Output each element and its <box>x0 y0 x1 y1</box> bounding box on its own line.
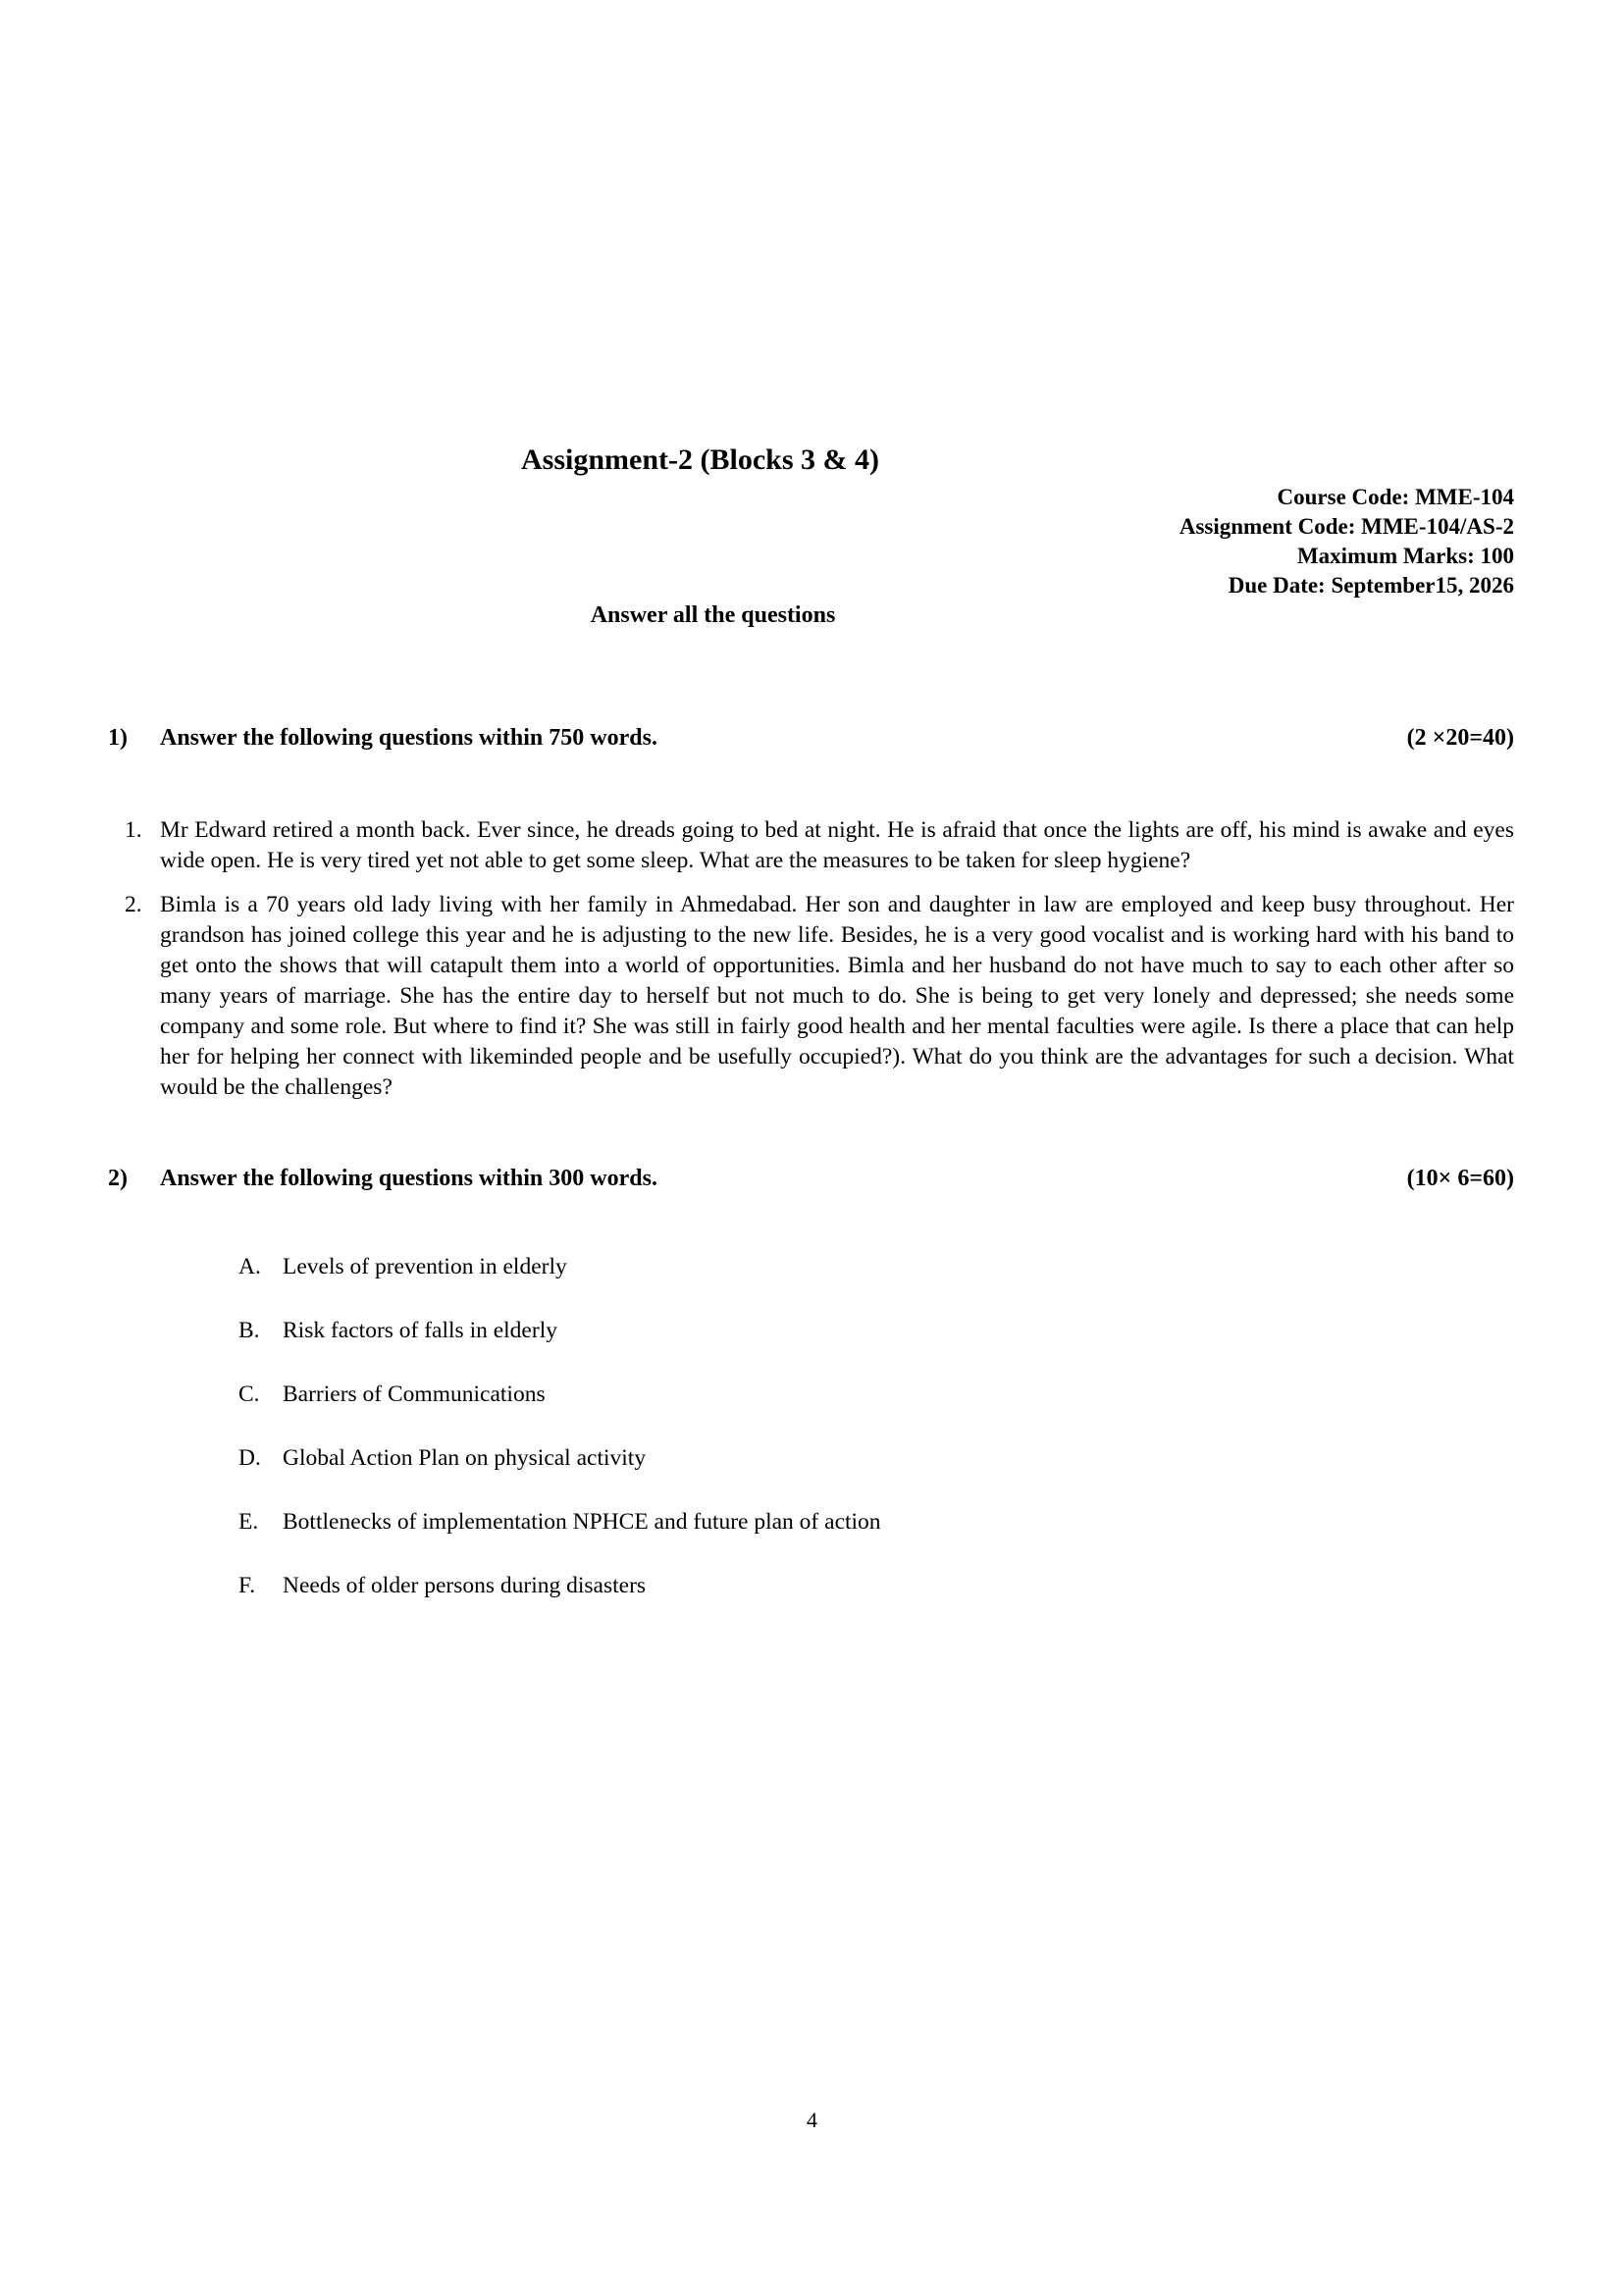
section-2-marks: (10× 6=60) <box>1406 1166 1514 1191</box>
topic-f-text: Needs of older persons during disasters <box>283 1573 647 1598</box>
assignment-code: Assignment Code: MME-104/AS-2 <box>1179 514 1514 539</box>
topic-a-letter: A. <box>238 1254 261 1279</box>
section-1-heading-text: Answer the following questions within 750 words. <box>160 725 657 751</box>
question-2-text: Bimla is a 70 years old lady living with her family in Ahmedabad. Her son and daughter in law are employed and keep busy throughout. Her grandson has joined college this year and he is adjusting to the new life. Besides, he is a very good vocalist and is working hard with his band to get onto the shows that will catapult them into a world of opportunities. Bimla and her husband do not have much to say to each other after so many years of marriage. She has the entire day to herself but not much to do. She is being to get very lonely and depressed; she needs some company and some role. But where to find it? She was still in fairly good health and her mental faculties were agile. Is there a place that can help her for helping her connect with likeminded people and be usefully occupied?). What do you think are the advantages for such a decision. What would be the challenges? <box>160 892 1514 1100</box>
section-1-questions <box>108 815 1514 1103</box>
topic-f-letter: F. <box>238 1573 256 1598</box>
section-1-heading <box>108 723 1514 753</box>
question-1-number: 1. <box>125 817 142 843</box>
section-2-heading <box>108 1164 1514 1193</box>
page-number: 4 <box>807 2108 817 2132</box>
maximum-marks: Maximum Marks: 100 <box>1296 544 1514 568</box>
due-date: Due Date: September15, 2026 <box>1228 573 1514 598</box>
topic-item <box>238 1380 1514 1410</box>
topic-item <box>238 1507 1514 1538</box>
section-2-heading-text: Answer the following questions within 300 words. <box>160 1166 657 1191</box>
topic-d-text: Global Action Plan on physical activity <box>283 1445 647 1471</box>
question-1-text: Mr Edward retired a month back. Ever since, he dreads going to bed at night. He is afraid that once the lights are off, his mind is awake and eyes wide open. He is very tired yet not able to get some sleep. What are the measures to be taken for sleep hygiene? <box>160 817 1514 873</box>
course-meta-block <box>108 483 1514 600</box>
question-item <box>108 890 1514 1103</box>
topic-item <box>238 1571 1514 1601</box>
topic-item <box>238 1316 1514 1346</box>
course-code: Course Code: MME-104 <box>1277 485 1514 509</box>
topic-e-letter: E. <box>238 1509 259 1535</box>
topic-item <box>238 1252 1514 1282</box>
topic-b-text: Risk factors of falls in elderly <box>283 1318 557 1343</box>
topic-d-letter: D. <box>238 1445 261 1471</box>
section-1-heading-left <box>108 723 657 753</box>
topic-c-letter: C. <box>238 1382 260 1407</box>
section-1-marks: (2 ×20=40) <box>1406 725 1514 751</box>
document-content <box>0 442 1624 1601</box>
answer-all-instruction: Answer all the questions <box>590 602 836 628</box>
question-2-number: 2. <box>125 892 142 917</box>
section-2-number: 2) <box>108 1166 128 1191</box>
section-2-topics <box>108 1252 1514 1601</box>
topic-item <box>238 1443 1514 1474</box>
question-item <box>108 815 1514 876</box>
topic-a-text: Levels of prevention in elderly <box>283 1254 567 1279</box>
topic-e-text: Bottlenecks of implementation NPHCE and future plan of action <box>283 1509 881 1535</box>
topic-c-text: Barriers of Communications <box>283 1382 546 1407</box>
section-1-number: 1) <box>108 725 128 751</box>
assignment-title: Assignment-2 (Blocks 3 & 4) <box>521 443 879 476</box>
section-2-heading-left <box>108 1164 657 1193</box>
topic-b-letter: B. <box>238 1318 260 1343</box>
